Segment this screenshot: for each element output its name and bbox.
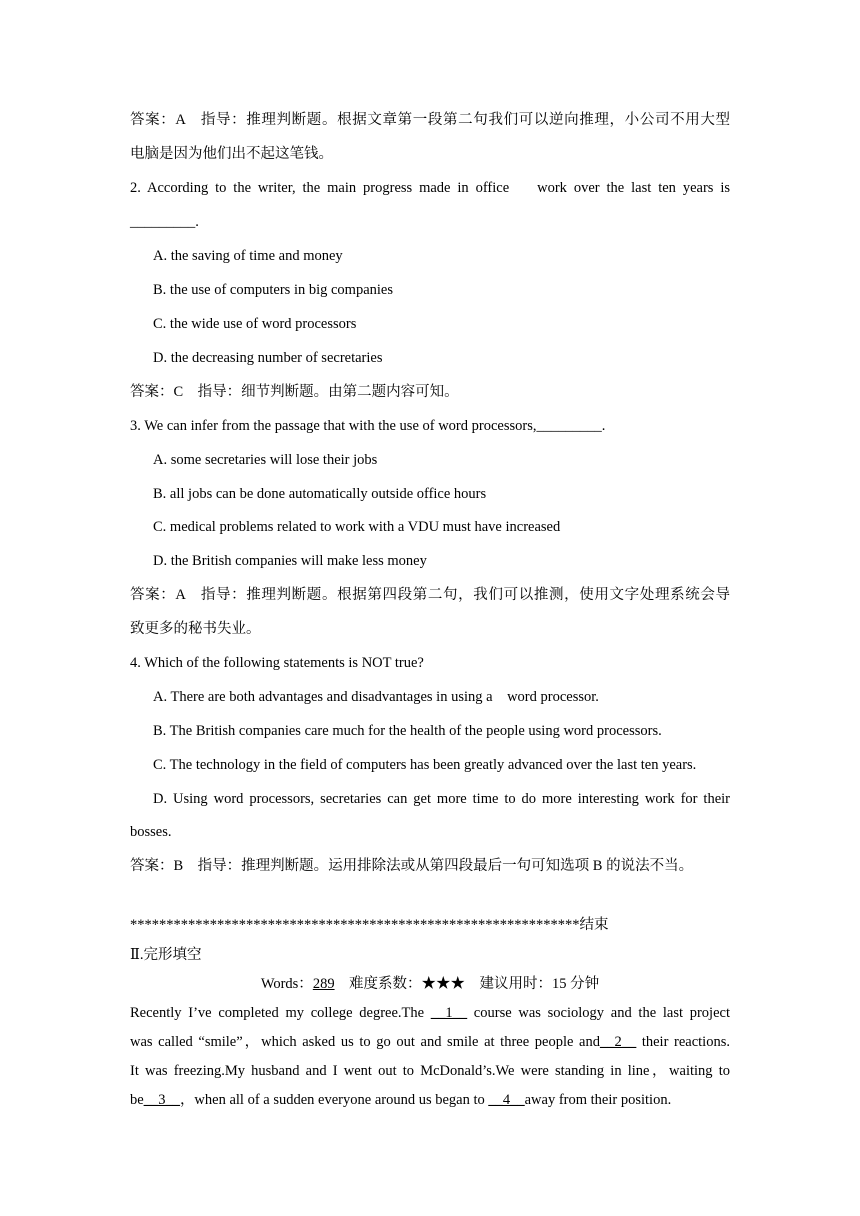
q2-option-c: C. the wide use of word processors: [153, 316, 357, 332]
passage-text: be: [130, 1092, 144, 1108]
q3-option-c: C. medical problems related to work with a VDU must have increased: [153, 519, 561, 535]
passage-line3: It was freezing.My husband and I went out to McDonald’s.We were standing in line，waiting to: [130, 1063, 730, 1079]
end-marker: **************************************************************结束: [130, 917, 609, 933]
q3-option-b: B. all jobs can be done automatically outside office hours: [153, 486, 487, 502]
q4-option-d-continuation: bosses.: [130, 824, 172, 840]
q3-option-d: D. the British companies will make less money: [153, 553, 427, 569]
passage-text: was called “smile”，which asked us to go out and smile at three people and: [130, 1034, 600, 1050]
info-line: [130, 974, 730, 994]
passage-text: their reactions.: [636, 1034, 730, 1050]
q3-option-a: A. some secretaries will lose their jobs: [153, 452, 378, 468]
q4-option-b: B. The British companies care much for the health of the people using word processors.: [153, 723, 662, 739]
passage-line4: [130, 1090, 671, 1110]
passage-line2: [130, 1032, 730, 1052]
q3-answer-line1: 答案：A 指导：推理判断题。根据第四段第二句，我们可以推测，使用文字处理系统会导: [130, 587, 730, 603]
passage-text: course was sociology and the last project: [467, 1005, 730, 1021]
words-label: Words：: [260, 976, 313, 992]
q2-option-b: B. the use of computers in big companies: [153, 282, 394, 298]
q2-answer: 答案：C 指导：细节判断题。由第二题内容可知。: [130, 384, 459, 400]
q2-stem-line2: _________.: [130, 214, 199, 230]
q4-answer: 答案：B 指导：推理判断题。运用排除法或从第四段最后一句可知选项 B 的说法不当。: [130, 858, 694, 874]
q3-stem: 3. We can infer from the passage that with the use of word processors,_________.: [130, 418, 606, 434]
passage-text: Recently I’ve completed my college degree.The: [130, 1005, 431, 1021]
q2-option-d: D. the decreasing number of secretaries: [153, 350, 383, 366]
q1-answer-line1: 答案：A 指导：推理判断题。根据文章第一段第二句我们可以逆向推理，小公司不用大型: [130, 112, 730, 128]
q4-option-d: D. Using word processors, secretaries can get more time to do more interesting work for their: [153, 791, 730, 807]
q4-stem: 4. Which of the following statements is NOT true?: [130, 655, 424, 671]
q4-option-a: A. There are both advantages and disadvantages in using a word processor.: [153, 689, 599, 705]
passage-text: away from their position.: [524, 1092, 672, 1108]
passage-text: ，when all of a sudden everyone around us began to: [179, 1092, 489, 1108]
blank-1: __1__: [430, 1005, 468, 1021]
q4-option-c: C. The technology in the field of computers has been greatly advanced over the last ten years.: [153, 757, 697, 773]
q2-option-a: A. the saving of time and money: [153, 248, 343, 264]
info-rest: 难度系数：★★★ 建议用时：15 分钟: [334, 976, 600, 992]
words-count: 289: [312, 976, 335, 992]
q2-stem-line1: 2. According to the writer, the main progress made in office work over the last ten years is: [130, 180, 730, 196]
blank-2: __2__: [599, 1034, 637, 1050]
passage-line1: [130, 1003, 730, 1023]
section-title: Ⅱ.完形填空: [130, 947, 202, 963]
blank-3: __3__: [143, 1092, 180, 1108]
q1-answer-line2: 电脑是因为他们出不起这笔钱。: [130, 146, 333, 162]
blank-4: __4__: [488, 1092, 525, 1108]
q3-answer-line2: 致更多的秘书失业。: [130, 621, 261, 637]
